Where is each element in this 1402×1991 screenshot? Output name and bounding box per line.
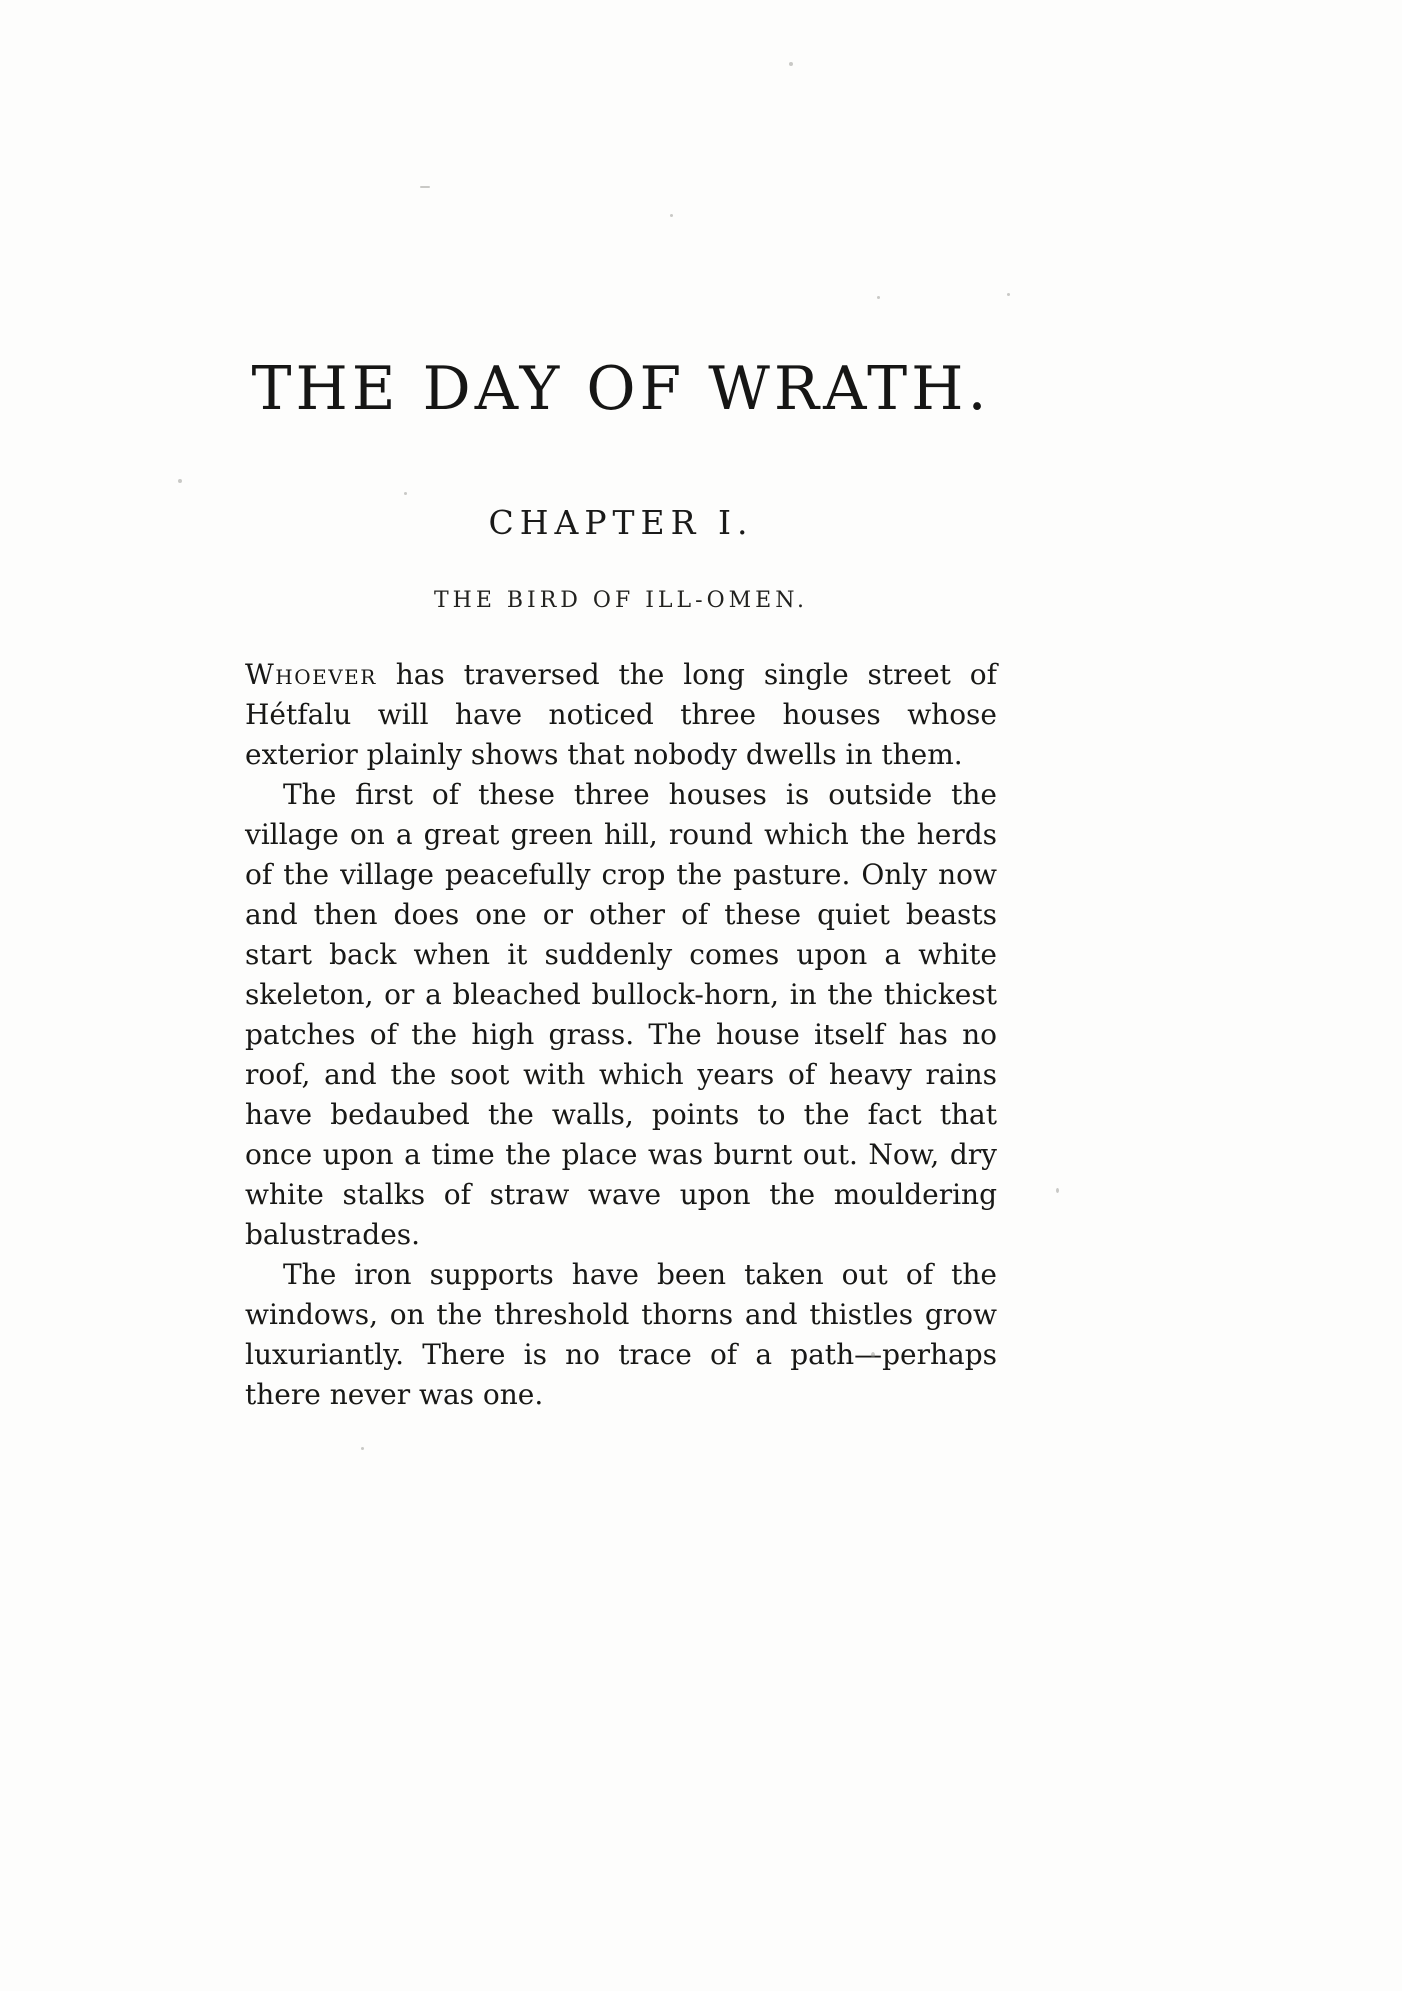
book-title: THE DAY OF WRATH.: [251, 354, 991, 424]
scan-speckle: [789, 62, 793, 66]
scan-speckle: [178, 479, 182, 483]
scan-speckle: [420, 186, 430, 188]
body-text: [245, 655, 997, 1415]
scan-speckle: [404, 492, 407, 495]
scan-speckle: [871, 1352, 875, 1358]
paragraph-3: The iron supports have been taken out of the windows, on the threshold thorns and thistles grow luxuriantly. There is no trace of a path—perhaps there never was one.: [245, 1258, 997, 1411]
paragraph-2: The first of these three houses is outside the village on a great green hill, round which the herds of the village peacefully crop the pasture. Only now and then does one or other of these quiet beasts start back when it suddenly comes upon a white skeleton, or a bleached bullock-horn, in the thickest patches of the high grass. The house itself has no roof, and the soot with which years of heavy rains have bedaubed the walls, points to the fact that once upon a time the place was burnt out. Now, dry white stalks of straw wave upon the mouldering balustrades.: [245, 778, 997, 1251]
paragraph-1: [245, 655, 997, 775]
scan-speckle: [361, 1447, 364, 1450]
scan-speckle: [670, 214, 673, 217]
paragraph-1-lead-word: Whoever: [245, 658, 377, 691]
chapter-heading: CHAPTER I.: [488, 503, 754, 542]
scan-speckle: [1056, 1188, 1059, 1193]
scan-speckle: [877, 296, 880, 299]
section-heading: THE BIRD OF ILL-OMEN.: [433, 588, 809, 613]
text-column: [245, 0, 997, 1415]
paragraph-1-text: has traversed the long single street of Hétfalu will have noticed three houses whose exterior plainly shows that nobody dwells in them.: [245, 658, 997, 771]
scan-speckle: [1007, 293, 1010, 296]
